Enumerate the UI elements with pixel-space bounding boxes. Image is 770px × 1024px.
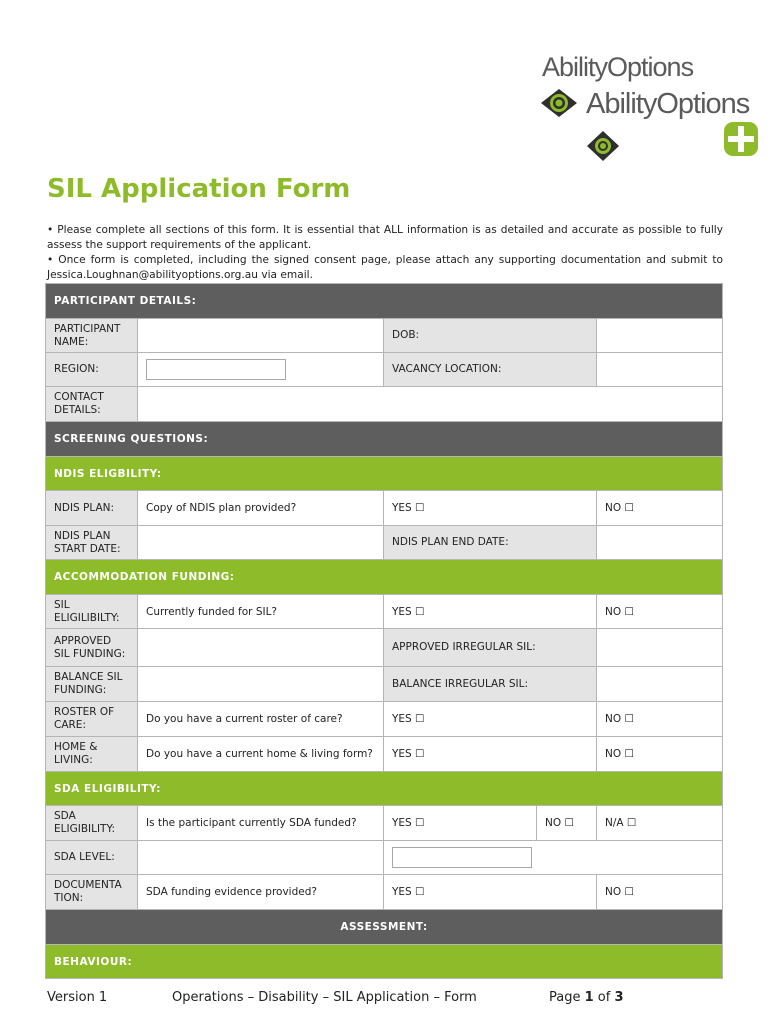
approved-irregular-sil-label: APPROVED IRREGULAR SIL:	[384, 629, 597, 667]
dob-field[interactable]	[597, 319, 723, 353]
sil-no-checkbox[interactable]: NO ☐	[597, 595, 723, 629]
ndis-plan-end-field[interactable]	[597, 526, 723, 560]
contact-details-field[interactable]	[138, 387, 723, 422]
sil-eligibility-question: Currently funded for SIL?	[138, 595, 384, 629]
home-living-yes-checkbox[interactable]: YES ☐	[384, 737, 597, 772]
balance-sil-funding-label: BALANCE SIL FUNDING:	[46, 667, 138, 702]
ndis-plan-question: Copy of NDIS plan provided?	[138, 491, 384, 526]
sda-eligibility-question: Is the participant currently SDA funded?	[138, 806, 384, 841]
sda-eligibility-label: SDA ELIGIBILITY:	[46, 806, 138, 841]
logo-cross-icon	[722, 120, 760, 158]
roster-no-checkbox[interactable]: NO ☐	[597, 702, 723, 737]
section-behaviour: BEHAVIOUR:	[46, 945, 723, 979]
roster-yes-checkbox[interactable]: YES ☐	[384, 702, 597, 737]
footer-page-prefix: Page	[549, 990, 585, 1005]
roster-of-care-question: Do you have a current roster of care?	[138, 702, 384, 737]
sda-yes-checkbox[interactable]: YES ☐	[384, 806, 537, 841]
logo-text-top: AbilityOptions	[542, 52, 694, 82]
sil-yes-checkbox[interactable]: YES ☐	[384, 595, 597, 629]
documentation-label: DOCUMENTA TION:	[46, 875, 138, 910]
section-participant-details: PARTICIPANT DETAILS:	[46, 284, 723, 319]
ndis-plan-start-label: NDIS PLAN START DATE:	[46, 526, 138, 560]
dob-label: DOB:	[384, 319, 597, 353]
documentation-question: SDA funding evidence provided?	[138, 875, 384, 910]
instruction-1: • Please complete all sections of this form. It is essential that ALL information is as detailed and accurate as possible to fully assess the support requirements of the applicant.	[47, 224, 723, 251]
sda-level-label: SDA LEVEL:	[46, 841, 138, 875]
form-instructions	[47, 223, 723, 283]
balance-irregular-sil-field[interactable]	[597, 667, 723, 702]
footer-page-of: of	[593, 990, 615, 1005]
logo-text-bottom: AbilityOptions	[586, 88, 750, 120]
contact-details-label: CONTACT DETAILS:	[46, 387, 138, 422]
ndis-plan-label: NDIS PLAN:	[46, 491, 138, 526]
home-living-label: HOME & LIVING:	[46, 737, 138, 772]
instruction-2: • Once form is completed, including the signed consent page, please attach any supporting documentation and submit to Jessica.Loughnan@abilityoptions.org.au via email.	[47, 254, 723, 281]
ability-options-logo	[536, 52, 764, 172]
approved-sil-funding-label: APPROVED SIL FUNDING:	[46, 629, 138, 667]
logo-emblem-bottom-icon	[586, 130, 620, 162]
footer-page-number	[549, 990, 624, 1005]
section-assessment: ASSESSMENT:	[46, 910, 723, 945]
region-input[interactable]	[146, 359, 286, 380]
region-label: REGION:	[46, 353, 138, 387]
ndis-plan-start-field[interactable]	[138, 526, 384, 560]
approved-irregular-sil-field[interactable]	[597, 629, 723, 667]
footer-version: Version 1	[47, 990, 108, 1005]
footer-page-current: 1	[584, 990, 594, 1005]
balance-irregular-sil-label: BALANCE IRREGULAR SIL:	[384, 667, 597, 702]
ndis-plan-no-checkbox[interactable]: NO ☐	[597, 491, 723, 526]
vacancy-location-label: VACANCY LOCATION:	[384, 353, 597, 387]
participant-name-field[interactable]	[138, 319, 384, 353]
sda-level-input[interactable]	[392, 847, 532, 868]
home-living-question: Do you have a current home & living form?	[138, 737, 384, 772]
section-ndis-eligibility: NDIS ELIGBILITY:	[46, 457, 723, 491]
section-accommodation-funding: ACCOMMODATION FUNDING:	[46, 560, 723, 595]
documentation-yes-checkbox[interactable]: YES ☐	[384, 875, 597, 910]
sil-eligibility-label: SIL ELIGILIBILTY:	[46, 595, 138, 629]
sil-application-table	[45, 283, 723, 979]
ndis-plan-end-label: NDIS PLAN END DATE:	[384, 526, 597, 560]
section-sda-eligibility: SDA ELIGIBILITY:	[46, 772, 723, 806]
roster-of-care-label: ROSTER OF CARE:	[46, 702, 138, 737]
participant-name-label: PARTICIPANT NAME:	[46, 319, 138, 353]
sda-level-field[interactable]	[138, 841, 384, 875]
footer-document-name: Operations – Disability – SIL Application – Form	[172, 990, 477, 1005]
section-screening-questions: SCREENING QUESTIONS:	[46, 422, 723, 457]
sda-no-checkbox[interactable]: NO ☐	[537, 806, 597, 841]
sda-na-checkbox[interactable]: N/A ☐	[597, 806, 723, 841]
region-cell	[138, 353, 384, 387]
sda-level-input-cell	[384, 841, 723, 875]
footer-page-total: 3	[614, 990, 624, 1005]
form-title: SIL Application Form	[47, 174, 351, 204]
balance-sil-funding-field[interactable]	[138, 667, 384, 702]
logo-emblem-left-icon	[540, 88, 578, 118]
approved-sil-funding-field[interactable]	[138, 629, 384, 667]
documentation-no-checkbox[interactable]: NO ☐	[597, 875, 723, 910]
vacancy-location-field[interactable]	[597, 353, 723, 387]
home-living-no-checkbox[interactable]: NO ☐	[597, 737, 723, 772]
ndis-plan-yes-checkbox[interactable]: YES ☐	[384, 491, 597, 526]
